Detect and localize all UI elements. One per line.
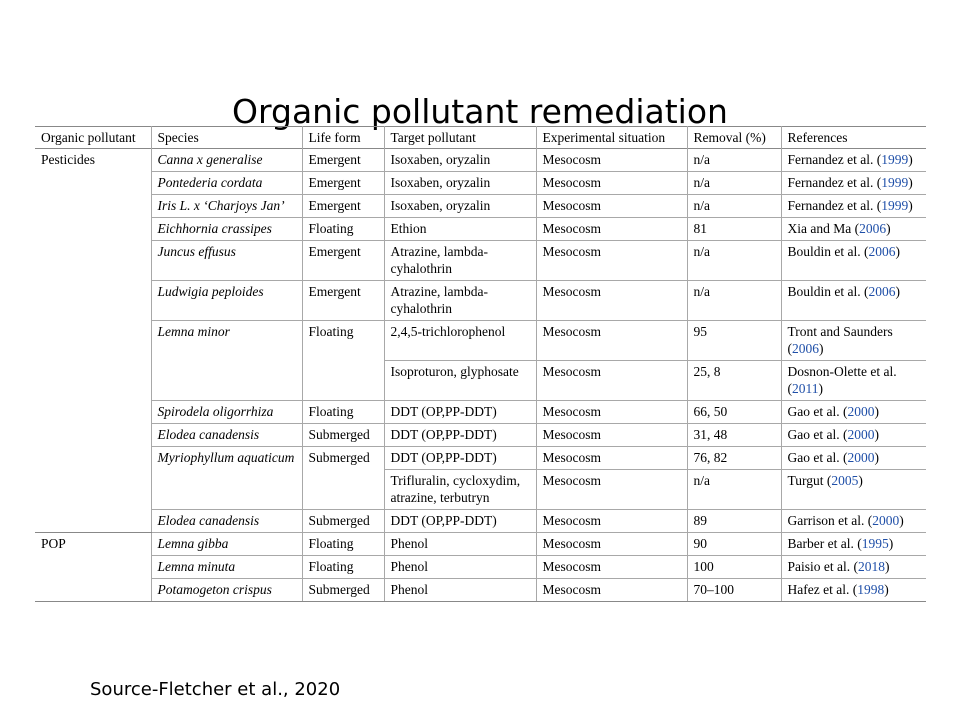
category-cell (35, 401, 151, 424)
experimental-situation-cell: Mesocosm (536, 172, 687, 195)
removal-cell: n/a (687, 470, 781, 510)
reference-cell (781, 321, 926, 361)
reference-authors: Tront and Saunders ( (787, 324, 893, 356)
species-cell: Canna x generalise (151, 149, 302, 172)
life-form-cell: Submerged (302, 424, 384, 447)
target-pollutant-cell: Atrazine, lambda-cyhalothrin (384, 241, 536, 281)
category-cell (35, 241, 151, 281)
category-cell: POP (41, 536, 66, 551)
removal-cell: 66, 50 (687, 401, 781, 424)
reference-close: ) (874, 450, 879, 465)
reference-close: ) (874, 427, 879, 442)
target-pollutant-cell: DDT (OP,PP-DDT) (384, 447, 536, 470)
removal-cell: 81 (687, 218, 781, 241)
reference-authors: Barber et al. ( (787, 536, 862, 551)
reference-year-link: 2006 (859, 221, 887, 236)
life-form-cell: Floating (302, 401, 384, 424)
experimental-situation-cell: Mesocosm (536, 281, 687, 321)
target-pollutant-cell: Isoxaben, oryzalin (384, 149, 536, 172)
reference-year-link: 2000 (872, 513, 900, 528)
reference-cell (781, 195, 926, 218)
experimental-situation-cell: Mesocosm (536, 470, 687, 510)
reference-cell (781, 447, 926, 470)
experimental-situation-cell: Mesocosm (536, 447, 687, 470)
removal-cell: 25, 8 (687, 361, 781, 401)
reference-authors: Hafez et al. ( (787, 582, 858, 597)
species-cell: Iris L. x ‘Charjoys Jan’ (151, 195, 302, 218)
reference-cell (781, 281, 926, 321)
reference-authors: Paisio et al. ( (787, 559, 858, 574)
removal-cell: 31, 48 (687, 424, 781, 447)
category-cell (35, 424, 151, 447)
removal-cell: n/a (687, 195, 781, 218)
category-cell (35, 218, 151, 241)
life-form-cell: Emergent (302, 241, 384, 281)
reference-authors: Turgut ( (787, 473, 832, 488)
reference-close: ) (895, 284, 900, 299)
target-pollutant-cell: Phenol (384, 579, 536, 602)
experimental-situation-cell: Mesocosm (536, 218, 687, 241)
life-form-cell: Emergent (302, 195, 384, 218)
reference-cell (781, 533, 926, 556)
species-cell: Eichhornia crassipes (151, 218, 302, 241)
reference-close: ) (858, 473, 863, 488)
removal-cell: n/a (687, 281, 781, 321)
category-cell (35, 172, 151, 195)
species-cell: Ludwigia peploides (151, 281, 302, 321)
reference-authors: Dosnon-Olette et al. ( (787, 364, 897, 396)
reference-close: ) (819, 341, 824, 356)
life-form-cell: Floating (302, 218, 384, 241)
removal-cell: 90 (687, 533, 781, 556)
reference-close: ) (895, 244, 900, 259)
reference-close: ) (908, 175, 913, 190)
reference-authors: Gao et al. ( (787, 404, 848, 419)
reference-year-link: 2011 (792, 381, 819, 396)
reference-year-link: 2005 (831, 473, 859, 488)
reference-close: ) (908, 198, 913, 213)
header-target-pollutant: Target pollutant (384, 127, 536, 149)
reference-year-link: 2000 (847, 404, 875, 419)
reference-close: ) (886, 221, 891, 236)
reference-cell (781, 361, 926, 401)
target-pollutant-cell: Trifluralin, cycloxydim, atrazine, terbutryn (384, 470, 536, 510)
life-form-cell: Floating (302, 556, 384, 579)
target-pollutant-cell: 2,4,5-trichlorophenol (384, 321, 536, 361)
experimental-situation-cell: Mesocosm (536, 579, 687, 602)
reference-cell (781, 579, 926, 602)
table-row (35, 149, 926, 172)
table-row (35, 447, 926, 470)
reference-year-link: 2000 (847, 427, 875, 442)
table-row (35, 401, 926, 424)
reference-close: ) (884, 582, 889, 597)
category-cell (35, 556, 151, 579)
table-row (35, 556, 926, 579)
life-form-cell: Emergent (302, 172, 384, 195)
table-row (35, 218, 926, 241)
table-row (35, 321, 926, 361)
reference-close: ) (874, 404, 879, 419)
reference-year-link: 1998 (857, 582, 885, 597)
experimental-situation-cell: Mesocosm (536, 424, 687, 447)
species-cell: Myriophyllum aquaticum (151, 447, 302, 510)
reference-authors: Xia and Ma ( (787, 221, 860, 236)
reference-authors: Fernandez et al. ( (787, 152, 882, 167)
species-cell: Elodea canadensis (151, 510, 302, 533)
life-form-cell: Submerged (302, 447, 384, 510)
table-header-row (35, 127, 926, 149)
reference-cell (781, 149, 926, 172)
species-cell: Lemna gibba (151, 533, 302, 556)
removal-cell: n/a (687, 172, 781, 195)
species-cell: Potamogeton crispus (151, 579, 302, 602)
reference-authors: Fernandez et al. ( (787, 198, 882, 213)
life-form-cell: Emergent (302, 149, 384, 172)
category-cell (35, 281, 151, 321)
target-pollutant-cell: DDT (OP,PP-DDT) (384, 424, 536, 447)
header-species: Species (151, 127, 302, 149)
reference-close: ) (885, 559, 890, 574)
life-form-cell: Floating (302, 533, 384, 556)
table-row (35, 172, 926, 195)
table-row (35, 510, 926, 533)
species-cell: Juncus effusus (151, 241, 302, 281)
header-references: References (781, 127, 926, 149)
reference-authors: Bouldin et al. ( (787, 284, 869, 299)
reference-authors: Bouldin et al. ( (787, 244, 869, 259)
experimental-situation-cell: Mesocosm (536, 149, 687, 172)
slide-title: Organic pollutant remediation (232, 92, 728, 132)
experimental-situation-cell: Mesocosm (536, 321, 687, 361)
experimental-situation-cell: Mesocosm (536, 510, 687, 533)
table-row (35, 241, 926, 281)
category-cell (35, 470, 151, 510)
category-cell (35, 361, 151, 401)
category-cell (35, 510, 151, 533)
target-pollutant-cell: Atrazine, lambda-cyhalothrin (384, 281, 536, 321)
header-life-form: Life form (302, 127, 384, 149)
reference-year-link: 2006 (868, 244, 896, 259)
reference-cell (781, 424, 926, 447)
experimental-situation-cell: Mesocosm (536, 556, 687, 579)
reference-authors: Gao et al. ( (787, 427, 848, 442)
removal-cell: n/a (687, 149, 781, 172)
removal-cell: 89 (687, 510, 781, 533)
reference-cell (781, 401, 926, 424)
reference-cell (781, 556, 926, 579)
species-cell: Pontederia cordata (151, 172, 302, 195)
pollutant-table (35, 126, 926, 602)
reference-year-link: 2006 (792, 341, 819, 356)
table-row (35, 281, 926, 321)
life-form-cell: Submerged (302, 510, 384, 533)
category-cell: Pesticides (41, 152, 95, 167)
reference-year-link: 1999 (881, 152, 909, 167)
target-pollutant-cell: Isoproturon, glyphosate (384, 361, 536, 401)
reference-year-link: 2000 (847, 450, 875, 465)
table-row (35, 424, 926, 447)
experimental-situation-cell: Mesocosm (536, 361, 687, 401)
target-pollutant-cell: Phenol (384, 556, 536, 579)
removal-cell: 76, 82 (687, 447, 781, 470)
category-cell (35, 447, 151, 470)
removal-cell: 100 (687, 556, 781, 579)
target-pollutant-cell: Phenol (384, 533, 536, 556)
species-cell: Elodea canadensis (151, 424, 302, 447)
removal-cell: 70–100 (687, 579, 781, 602)
reference-authors: Garrison et al. ( (787, 513, 873, 528)
species-cell: Lemna minuta (151, 556, 302, 579)
reference-cell (781, 510, 926, 533)
target-pollutant-cell: Ethion (384, 218, 536, 241)
reference-authors: Gao et al. ( (787, 450, 848, 465)
life-form-cell: Floating (302, 321, 384, 401)
experimental-situation-cell: Mesocosm (536, 401, 687, 424)
target-pollutant-cell: DDT (OP,PP-DDT) (384, 510, 536, 533)
life-form-cell: Emergent (302, 281, 384, 321)
reference-year-link: 2006 (868, 284, 896, 299)
reference-cell (781, 241, 926, 281)
reference-close: ) (818, 381, 823, 396)
target-pollutant-cell: DDT (OP,PP-DDT) (384, 401, 536, 424)
category-cell (35, 195, 151, 218)
species-cell: Lemna minor (151, 321, 302, 401)
header-removal: Removal (%) (687, 127, 781, 149)
target-pollutant-cell: Isoxaben, oryzalin (384, 172, 536, 195)
category-cell (35, 579, 151, 602)
life-form-cell: Submerged (302, 579, 384, 602)
table-row (35, 195, 926, 218)
target-pollutant-cell: Isoxaben, oryzalin (384, 195, 536, 218)
experimental-situation-cell: Mesocosm (536, 241, 687, 281)
experimental-situation-cell: Mesocosm (536, 533, 687, 556)
header-organic-pollutant: Organic pollutant (41, 130, 136, 145)
reference-cell (781, 470, 926, 510)
table-body (35, 149, 926, 602)
species-cell: Spirodela oligorrhiza (151, 401, 302, 424)
experimental-situation-cell: Mesocosm (536, 195, 687, 218)
reference-close: ) (888, 536, 894, 551)
removal-cell: n/a (687, 241, 781, 281)
reference-year-link: 1995 (861, 536, 889, 551)
table-row (35, 579, 926, 602)
reference-authors: Fernandez et al. ( (787, 175, 882, 190)
removal-cell: 95 (687, 321, 781, 361)
header-experimental-situation: Experimental situation (536, 127, 687, 149)
reference-close: ) (908, 152, 913, 167)
reference-close: ) (899, 513, 904, 528)
source-citation: Source-Fletcher et al., 2020 (90, 679, 341, 700)
category-cell (35, 321, 151, 361)
reference-year-link: 2018 (858, 559, 885, 574)
reference-cell (781, 172, 926, 195)
reference-year-link: 1999 (881, 175, 909, 190)
reference-cell (781, 218, 926, 241)
table-row (35, 533, 926, 556)
pollutant-table-container (35, 126, 926, 602)
reference-year-link: 1999 (881, 198, 909, 213)
